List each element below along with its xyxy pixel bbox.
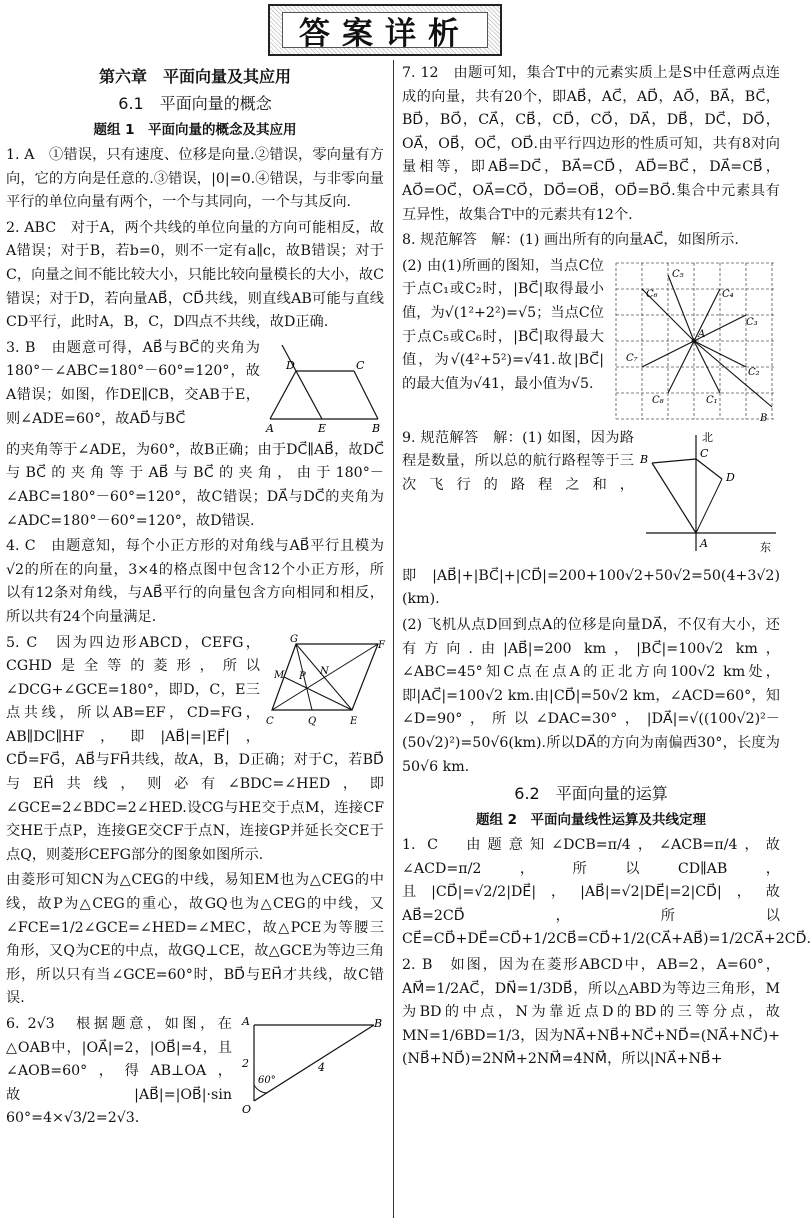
label-D: D (726, 470, 735, 484)
group-2-title: 题组 2 平面向量线性运算及共线定理 (475, 812, 707, 829)
answer-3-part1: 3. B 由题意可得，AB⃗与BC⃗的夹角为180°－∠ABC=180°－60°=120°，故A错误；如图，作DE∥CB，交AB于E，则∠ADE=60°，故AD⃗与BC⃗ (6, 339, 260, 427)
right-column (402, 62, 811, 1074)
label-A: A (266, 421, 274, 435)
label-D: D (286, 358, 295, 372)
grid-vectors-diagram (610, 257, 780, 423)
label-C8: C₈ (652, 394, 664, 406)
label-N: N (320, 665, 329, 677)
label-B: B (640, 452, 649, 466)
group-title: 题组 1 平面向量的概念及其应用 (93, 122, 297, 138)
section-2-title: 6.2 平面向量的运算 (514, 784, 668, 804)
answer-9-part2: (2) 飞机从点D回到点A的位移是向量DA⃗，不仅有大小，还有方向.由|AB⃗|=200 km，|BC⃗|=100√2 km，∠ABC=45°知C点在点A的正北方向100√2 km处，即|AC⃗|=100√2 km.由|CD⃗|=50√2 km，∠ACD=60°，知∠D=90°，所以∠DAC=30°，|DA⃗|=√((100√2)²－(50√2)²)=50√6(km).所以DA⃗的方向为南偏西30°，长度为50√6 km. (402, 616, 780, 775)
label-C5: C₅ (672, 268, 684, 280)
label-C: C (700, 446, 709, 460)
figure-parallelogram (266, 339, 384, 439)
label-A: A (242, 1015, 250, 1028)
left-column (6, 62, 384, 1133)
label-O: O (242, 1103, 252, 1116)
label-E: E (350, 715, 358, 727)
group2-answer-1: 1. C 由题意知∠DCB=π/4，∠ACB=π/4，故∠ACD=π/2，所以CD∥AB，且|CD⃗|=√2/2|DE⃗|，|AB⃗|=√2|DE⃗|=2|CD⃗|，故AB⃗=2CD⃗，所以CE⃗=CD⃗+DE⃗=CD⃗+1/2CB⃗=CD⃗+1/2(CA⃗+AB⃗)=1/2CA⃗+2CD⃗. (402, 837, 811, 948)
parallelogram-diagram (266, 339, 384, 435)
triangle-diagram (238, 1015, 384, 1115)
label-C4: C₄ (722, 288, 734, 300)
label-C7: C₇ (626, 352, 638, 364)
label-P: P (299, 670, 306, 682)
figure-rhombus (266, 634, 384, 732)
answer-4: 4. C 由题意知，每个小正方形的对角线与AB⃗平行且模为√2的所在的向量，3×4的格点图中包含12个小正方形，所以有12条对角线，与AB⃗平行的向量包含方向相同和相反，所以共有24个向量满足. (6, 538, 384, 625)
answer-1: 1. A ①错误，只有速度、位移是向量.②错误，零向量有方向，它的方向是任意的.③错误，|0|=0.④错误，与非零向量平行的单位向量有两个，一个与其同向，一个与其反向. (6, 147, 384, 211)
label-side-OB: 4 (318, 1061, 325, 1074)
label-G: G (290, 633, 298, 645)
answer-3-part2: 的夹角等于∠ADE，为60°，故B正确；由于DC⃗∥AB⃗，故DC⃗与BC⃗的夹角等于AB⃗与BC⃗的夹角，由于180°－∠ABC=180°－60°=120°，故C错误；DA⃗与DC⃗的夹角为∠ADC=180°－60°=120°，故D错误. (6, 441, 384, 529)
label-F: F (378, 639, 385, 651)
label-E: E (318, 421, 327, 435)
label-A: A (700, 536, 708, 550)
answer-6: 6. 2√3 根据题意，如图，在△OAB中，|OA⃗|=2，|OB⃗|=4，且∠AOB=60°，得AB⊥OA，故|AB⃗|=|OB⃗|·sin 60°=4×√3/2=2√3. (6, 1016, 232, 1127)
label-B: B (372, 421, 381, 435)
banner-title: 答案详析 (282, 12, 488, 48)
answer-banner (268, 4, 502, 56)
label-north: 北 (702, 430, 713, 444)
label-B: B (374, 1017, 383, 1030)
label-east: 东 (760, 540, 771, 554)
answer-9-part1: 9. 规范解答 解：(1) 如图，因为路程是数量，所以总的航行路程等于三次飞行的路程之和，即|AB⃗|+|BC⃗|+|CD⃗|=200+100√2+50√2=50(4+3√2)(km). (402, 429, 780, 608)
answer-8-part1: 8. 规范解答 解：(1) 画出所有的向量AC⃗，如图所示. (402, 232, 739, 249)
label-side-OA: 2 (242, 1057, 249, 1070)
group2-answer-2: 2. B 如图，因为在菱形ABCD中，AB=2，A=60°，AM⃗=1/2AC⃗，DN⃗=1/3DB⃗，所以△ABD为等边三角形，M为BD的中点，N为靠近点D的BD的三等分点，故MN=1/6BD=1/3，因为NA⃗+NB⃗+NC⃗+ND⃗=(NA⃗+NC⃗)+(NB⃗+ND⃗)=2NM⃗+2NM⃗=4NM⃗，所以|NA⃗+NB⃗+ (402, 957, 780, 1068)
answer-2: 2. ABC 对于A，两个共线的单位向量的方向可能相反，故A错误；对于B，若b=0，则不一定有a∥c，故B错误；对于C，向量之间不能比较大小，只能比较向量模长的大小，故C错误；对于D，若向量AB⃗，CD⃗共线，则直线AB可能与直线CD平行，此时A，B，C，D四点不共线，故D正确. (6, 219, 384, 331)
label-C: C (266, 715, 274, 727)
label-angle: 60° (258, 1075, 276, 1086)
label-A: A (698, 328, 706, 340)
section-title: 6.1 平面向量的概念 (118, 94, 272, 113)
flight-path-diagram (640, 429, 780, 561)
label-Q: Q (308, 715, 317, 727)
label-C3: C₃ (746, 316, 758, 328)
answer-8-part2: (2) 由(1)所画的图知，当点C位于点C₁或C₂时，|BC⃗|取得最小值，为√(1²+2²)=√5；当点C位于点C₅或C₆时，|BC⃗|取得最大值，为√(4²+5²)=√41.故|BC⃗|的最大值为√41，最小值为√5. (402, 257, 604, 392)
label-C: C (356, 358, 365, 372)
rhombus-diagram (266, 634, 384, 728)
figure-triangle (238, 1015, 384, 1119)
answer-7: 7. 12 由题可知，集合T中的元素实质上是S中任意两点连成的向量，共有20个，即AB⃗，AC⃗，AD⃗，AO⃗，BA⃗，BC⃗，BD⃗，BO⃗，CA⃗，CB⃗，CD⃗，CO⃗，DA⃗，DB⃗，DC⃗，DO⃗，OA⃗，OB⃗，OC⃗，OD⃗.由平行四边形的性质可知，共有8对向量相等，即AB⃗=DC⃗，BA⃗=CD⃗，AD⃗=BC⃗，DA⃗=CB⃗，AO⃗=OC⃗，OA⃗=CO⃗，DO⃗=OB⃗，OD⃗=BO⃗.集合中元素具有互异性，故集合T中的元素共有12个. (402, 65, 780, 223)
answer-5-part1: 5. C 因为四边形ABCD，CEFG，CGHD是全等的菱形，所以∠DCG+∠GCE=180°，即D，C，E三点共线，所以AB=EF，CD=FG，AB∥DC∥HF，即|AB⃗|=|EF⃗|，CD⃗=FG⃗，AB⃗与FH⃗共线，故A，B，D正确；对于C，若BD⃗与EH⃗共线，则必有∠BDC=∠HED，即∠GCE=2∠BDC=2∠HED.设CG与HE交于点M，连接CF交HE于点P，连接GE交CF于点N，连接GP并延长交CE于点Q，则菱形CEFG部分的图象如图所示. (6, 634, 384, 863)
label-C1: C₁ (706, 394, 718, 406)
label-C6: C₆ (646, 288, 658, 300)
label-B: B (760, 412, 768, 424)
chapter-title: 第六章 平面向量及其应用 (98, 67, 291, 86)
figure-grid-vectors (610, 257, 780, 427)
answer-5-part2: 由菱形可知CN为△CEG的中线，易知EM也为△CEG的中线，故P为△CEG的重心，故GQ也为△CEG的中线，又∠FCE=1/2∠GCE=∠HED=∠MEC，故△PCE为等腰三角形，又Q为CE的中点，故GQ⊥CE，故△GCE为等边三角形，所以只有当∠GCE=60°时，BD⃗与EH⃗才共线，故C错误. (6, 872, 384, 1007)
label-C2: C₂ (748, 366, 760, 378)
figure-flight-path (640, 429, 780, 565)
column-divider (393, 60, 394, 1218)
label-M: M (274, 669, 285, 681)
